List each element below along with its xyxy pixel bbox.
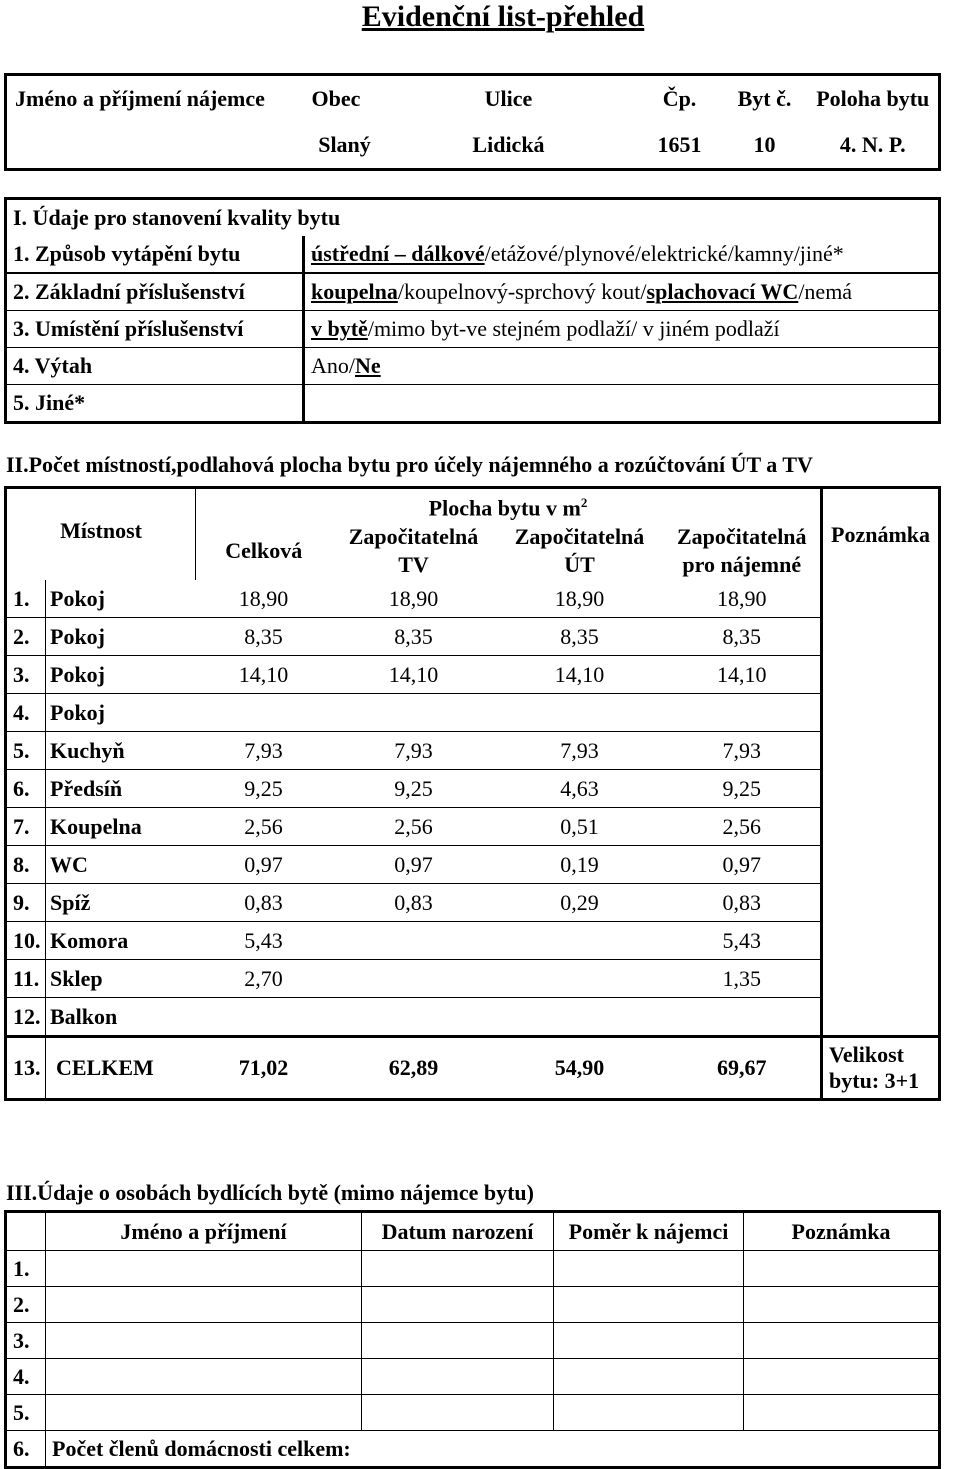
- room-row: [6, 884, 940, 922]
- occupant-relation: [554, 1323, 744, 1359]
- room-area-rent: 14,10: [664, 656, 822, 694]
- room-name: Komora: [46, 922, 196, 960]
- household-total-label: Počet členů domácnosti celkem:: [46, 1431, 940, 1468]
- occupant-relation: [554, 1395, 744, 1431]
- room-area-tv: [332, 922, 496, 960]
- quality-label: 5. Jiné*: [6, 385, 304, 423]
- room-number: 2.: [6, 618, 46, 656]
- room-name: WC: [46, 846, 196, 884]
- room-area-ut: 18,90: [496, 580, 664, 618]
- room-area-tv: 14,10: [332, 656, 496, 694]
- room-row: [6, 694, 940, 732]
- occupant-number: 4.: [6, 1359, 46, 1395]
- quality-value: [304, 385, 940, 423]
- occupant-name: [46, 1251, 362, 1287]
- household-total-number: 6.: [6, 1431, 46, 1468]
- occupant-number: 2.: [6, 1287, 46, 1323]
- room-area-rent: 2,56: [664, 808, 822, 846]
- room-number: 11.: [6, 960, 46, 998]
- room-number: 4.: [6, 694, 46, 732]
- occupants-header-name: Jméno a příjmení: [46, 1212, 362, 1251]
- room-note: [822, 884, 940, 922]
- room-area-total: [196, 998, 332, 1037]
- room-row: [6, 770, 940, 808]
- occupant-birthdate: [362, 1359, 554, 1395]
- option-text: /koupelnový-sprchový kout/: [397, 279, 647, 304]
- room-area-tv: 0,83: [332, 884, 496, 922]
- quality-row: [6, 385, 940, 423]
- rooms-area-table: [4, 486, 941, 1101]
- room-area-total: [196, 694, 332, 732]
- room-number: 6.: [6, 770, 46, 808]
- header-total: Celková: [225, 538, 303, 564]
- quality-row: [6, 273, 940, 311]
- quality-row: [6, 236, 940, 273]
- room-area-ut: 8,35: [496, 618, 664, 656]
- page-title: Evidenční list-přehled: [361, 0, 645, 33]
- quality-label: 2. Základní příslušenství: [6, 273, 304, 311]
- room-area-rent: 18,90: [664, 580, 822, 618]
- room-row: [6, 846, 940, 884]
- occupant-number: 1.: [6, 1251, 46, 1287]
- quality-label: 4. Výtah: [6, 348, 304, 385]
- tenant-header-table: [4, 73, 941, 171]
- room-note: [822, 656, 940, 694]
- room-area-total: 0,83: [196, 884, 332, 922]
- occupants-table: [4, 1210, 941, 1469]
- room-area-tv: [332, 998, 496, 1037]
- room-area-tv: 0,97: [332, 846, 496, 884]
- header-area: Plocha bytu v $m^2$: [428, 495, 588, 521]
- room-note: [822, 732, 940, 770]
- room-area-rent: 9,25: [664, 770, 822, 808]
- occupant-name: [46, 1395, 362, 1431]
- section1-heading: I. Údaje pro stanovení kvality bytu: [13, 205, 341, 230]
- room-name: Koupelna: [46, 808, 196, 846]
- room-name: Sklep: [46, 960, 196, 998]
- room-area-tv: [332, 960, 496, 998]
- room-area-rent: 1,35: [664, 960, 822, 998]
- room-area-tv: 7,93: [332, 732, 496, 770]
- room-note: [822, 960, 940, 998]
- room-row: [6, 998, 940, 1037]
- occupant-note: [744, 1359, 940, 1395]
- room-area-ut: [496, 922, 664, 960]
- occupant-birthdate: [362, 1251, 554, 1287]
- occupants-header-relation: Poměr k nájemci: [554, 1212, 744, 1251]
- total-row: [6, 1037, 940, 1100]
- total-ut: 54,90: [496, 1037, 664, 1100]
- selected-option: koupelna: [311, 279, 398, 304]
- header-room: Místnost: [6, 488, 196, 581]
- room-area-total: 8,35: [196, 618, 332, 656]
- room-area-ut: 0,29: [496, 884, 664, 922]
- room-area-rent: 7,93: [664, 732, 822, 770]
- option-text: /nemá: [798, 279, 853, 304]
- area-header-row-1: [6, 488, 940, 523]
- selected-option: Ne: [355, 353, 381, 378]
- quality-row: [6, 348, 940, 385]
- occupant-name: [46, 1323, 362, 1359]
- col-flat-position: Poloha bytu: [816, 86, 930, 111]
- household-total-row: [6, 1431, 940, 1468]
- occupant-name: [46, 1359, 362, 1395]
- flat-size-note: Velikost bytu: 3+1: [822, 1037, 940, 1100]
- room-name: Kuchyň: [46, 732, 196, 770]
- room-area-ut: 4,63: [496, 770, 664, 808]
- selected-option: splachovací WC: [646, 279, 799, 304]
- option-text: /etážové/plynové/elektrické/kamny/jiné*: [484, 241, 844, 266]
- room-area-tv: 9,25: [332, 770, 496, 808]
- occupants-header-row: [6, 1212, 940, 1251]
- total-tv: 62,89: [332, 1037, 496, 1100]
- room-area-total: 2,56: [196, 808, 332, 846]
- occupant-number: 5.: [6, 1395, 46, 1431]
- room-row: [6, 656, 940, 694]
- option-text: Ano/: [311, 353, 355, 378]
- col-tenant-name: Jméno a příjmení nájemce: [15, 86, 265, 111]
- room-note: [822, 580, 940, 618]
- room-area-rent: [664, 998, 822, 1037]
- occupant-row: [6, 1359, 940, 1395]
- col-flat-number: Byt č.: [737, 86, 792, 111]
- room-area-tv: 2,56: [332, 808, 496, 846]
- total-number: 13.: [6, 1037, 46, 1100]
- room-number: 5.: [6, 732, 46, 770]
- value-flat-number: 10: [753, 132, 776, 157]
- room-area-ut: [496, 998, 664, 1037]
- room-number: 8.: [6, 846, 46, 884]
- occupant-note: [744, 1395, 940, 1431]
- selected-option: v bytě: [311, 316, 368, 341]
- room-area-rent: 0,97: [664, 846, 822, 884]
- room-number: 10.: [6, 922, 46, 960]
- occupant-relation: [554, 1287, 744, 1323]
- room-area-ut: 14,10: [496, 656, 664, 694]
- occupant-row: [6, 1323, 940, 1359]
- header-values-row: [6, 122, 940, 170]
- occupant-note: [744, 1323, 940, 1359]
- room-number: 7.: [6, 808, 46, 846]
- value-house-number: 1651: [657, 132, 702, 157]
- quality-value: [304, 236, 940, 273]
- occupants-header-number: [6, 1212, 46, 1251]
- room-row: [6, 580, 940, 618]
- room-area-total: 7,93: [196, 732, 332, 770]
- header-rent: Započitatelná pro nájemné: [676, 524, 807, 578]
- room-area-ut: [496, 694, 664, 732]
- room-row: [6, 922, 940, 960]
- room-area-tv: 8,35: [332, 618, 496, 656]
- quality-value: [304, 273, 940, 311]
- room-note: [822, 694, 940, 732]
- selected-option: ústřední – dálkové: [311, 241, 485, 266]
- room-area-total: 18,90: [196, 580, 332, 618]
- room-area-rent: 8,35: [664, 618, 822, 656]
- room-note: [822, 998, 940, 1037]
- room-name: Předsíň: [46, 770, 196, 808]
- room-name: Spíž: [46, 884, 196, 922]
- room-note: [822, 808, 940, 846]
- room-number: 1.: [6, 580, 46, 618]
- section2-heading: II.Počet místností,podlahová plocha bytu pro účely nájemného a rozúčtování ÚT a TV: [6, 452, 813, 477]
- quality-row: [6, 311, 940, 348]
- room-row: [6, 808, 940, 846]
- room-name: Balkon: [46, 998, 196, 1037]
- quality-table: [4, 197, 941, 424]
- col-municipality: Obec: [311, 86, 361, 111]
- room-area-ut: 7,93: [496, 732, 664, 770]
- total-rent: 69,67: [664, 1037, 822, 1100]
- room-area-tv: 18,90: [332, 580, 496, 618]
- occupant-relation: [554, 1251, 744, 1287]
- quality-label: 1. Způsob vytápění bytu: [6, 236, 304, 273]
- col-street: Ulice: [484, 86, 533, 111]
- room-area-total: 2,70: [196, 960, 332, 998]
- room-area-total: 9,25: [196, 770, 332, 808]
- room-area-total: 5,43: [196, 922, 332, 960]
- header-note: Poznámka: [822, 488, 940, 581]
- room-note: [822, 922, 940, 960]
- occupant-birthdate: [362, 1395, 554, 1431]
- room-area-rent: 0,83: [664, 884, 822, 922]
- room-number: 3.: [6, 656, 46, 694]
- room-note: [822, 846, 940, 884]
- value-tenant-name: [6, 122, 310, 170]
- total-area: 71,02: [196, 1037, 332, 1100]
- room-area-tv: [332, 694, 496, 732]
- value-street: Lidická: [472, 132, 545, 157]
- header-labels-row: [6, 75, 940, 123]
- room-name: Pokoj: [46, 618, 196, 656]
- room-area-rent: [664, 694, 822, 732]
- occupant-row: [6, 1287, 940, 1323]
- quality-label: 3. Umístění příslušenství: [6, 311, 304, 348]
- occupant-row: [6, 1251, 940, 1287]
- room-note: [822, 770, 940, 808]
- occupant-birthdate: [362, 1323, 554, 1359]
- quality-value: [304, 311, 940, 348]
- header-ut: Započitatelná ÚT: [514, 524, 645, 578]
- room-area-total: 14,10: [196, 656, 332, 694]
- room-row: [6, 618, 940, 656]
- section1-heading-row: [6, 199, 940, 237]
- occupant-row: [6, 1395, 940, 1431]
- occupant-birthdate: [362, 1287, 554, 1323]
- room-area-rent: 5,43: [664, 922, 822, 960]
- room-number: 9.: [6, 884, 46, 922]
- occupant-number: 3.: [6, 1323, 46, 1359]
- room-area-total: 0,97: [196, 846, 332, 884]
- quality-value: [304, 348, 940, 385]
- occupants-header-birthdate: Datum narození: [362, 1212, 554, 1251]
- room-number: 12.: [6, 998, 46, 1037]
- option-text: /mimo byt-ve stejném podlaží/ v jiném podlaží: [367, 316, 780, 341]
- room-name: Pokoj: [46, 580, 196, 618]
- value-municipality: Slaný: [318, 132, 371, 157]
- room-name: Pokoj: [46, 656, 196, 694]
- room-area-ut: 0,51: [496, 808, 664, 846]
- room-area-ut: [496, 960, 664, 998]
- value-flat-position: 4. N. P.: [839, 132, 906, 157]
- occupant-name: [46, 1287, 362, 1323]
- occupant-relation: [554, 1359, 744, 1395]
- room-note: [822, 618, 940, 656]
- occupant-note: [744, 1251, 940, 1287]
- occupant-note: [744, 1287, 940, 1323]
- room-area-ut: 0,19: [496, 846, 664, 884]
- occupants-header-note: Poznámka: [744, 1212, 940, 1251]
- section3-heading: III.Údaje o osobách bydlících bytě (mimo nájemce bytu): [6, 1180, 534, 1205]
- room-row: [6, 732, 940, 770]
- room-name: Pokoj: [46, 694, 196, 732]
- col-house-number: Čp.: [662, 86, 697, 111]
- header-tv: Započitatelná TV: [348, 524, 479, 578]
- total-label: CELKEM: [46, 1037, 196, 1100]
- room-row: [6, 960, 940, 998]
